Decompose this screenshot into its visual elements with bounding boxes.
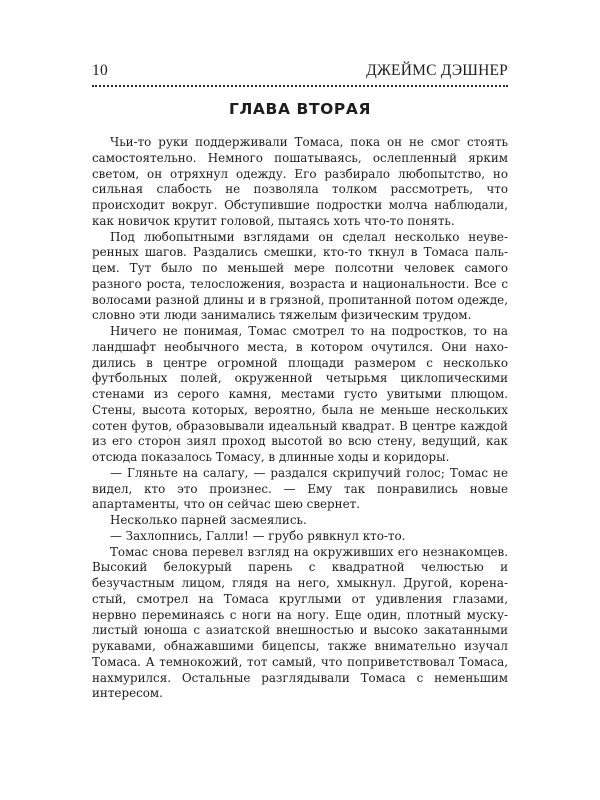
paragraph: — Гляньте на салагу, — раздался скрипучий голос; Томас не видел, кто это произнес. — Ему так понравились новые апартаменты, что он сейчас шею свернет. [92,465,508,512]
chapter-body [92,135,508,702]
paragraph: Томас снова перевел взгляд на окруживших его незнакомцев. Высокий белокурый парень с квадратной челюстью и безучастным лицом, глядя на него, хмыкнул. Другой, коренастый, смотрел на Томаса круглыми от удивления глазами, нервно переминаясь с ноги на ногу. Еще один, плотный мускулистый юноша с азиатской внешностью и высоко закатанными рукавами, обнажавшими бицепсы, также внимательно изучал Томаса. А темнокожий, тот самый, что поприветствовал Томаса, нахмурился. Остальные разглядывали Томаса с неменьшим интересом. [92,544,508,701]
paragraph: Ничего не понимая, Томас смотрел то на подростков, то на ландшафт необычного места, в котором очутился. Они находились в центре огромной площади размером с несколько футбольных полей, окруженной четырьмя циклопическими стенами из серого камня, местами густо увитыми плющом. Стены, высота которых, вероятно, была не меньше нескольких сотен футов, образовывали идеальный квадрат. В центре каждой из его сторон зиял проход высотой во всю стену, ведущий, как отсюда показалось Томасу, в длинные ходы и коридоры. [92,324,508,464]
paragraph: Несколько парней засмеялись. [110,513,307,527]
chapter-title: ГЛАВА ВТОРАЯ [228,100,371,118]
paragraph: — Захлопнись, Галли! — грубо рявкнул кто-то. [110,528,406,543]
book-page [92,62,508,702]
running-head [92,62,508,80]
paragraph: Чьи-то руки поддерживали Томаса, пока он не смог стоять самостоятельно. Немного пошатываясь, ослепленный ярким светом, он отряхнул одежду. Его разбирало любопытство, но сильная слабость не позволяла толком рассмотреть, что происходит вокруг. Обступившие подростки молча наблюдали, как новичок крутит головой, пытаясь хоть что-то понять. [92,135,508,228]
page-number: 10 [92,62,108,79]
paragraph: Под любопытными взглядами он сделал несколько неуверенных шагов. Раздались смешки, кто-то ткнул в Томаса пальцем. Тут было по меньшей мере полсотни человек самого разного роста, телосложения, возраста и национальности. Все с волосами разной длины и в грязной, пропитанной потом одежде, словно эти люди занимались тяжелым физическим трудом. [92,229,508,323]
dotted-divider [92,85,508,87]
author-name: ДЖЕЙМС ДЭШНЕР [366,62,508,79]
